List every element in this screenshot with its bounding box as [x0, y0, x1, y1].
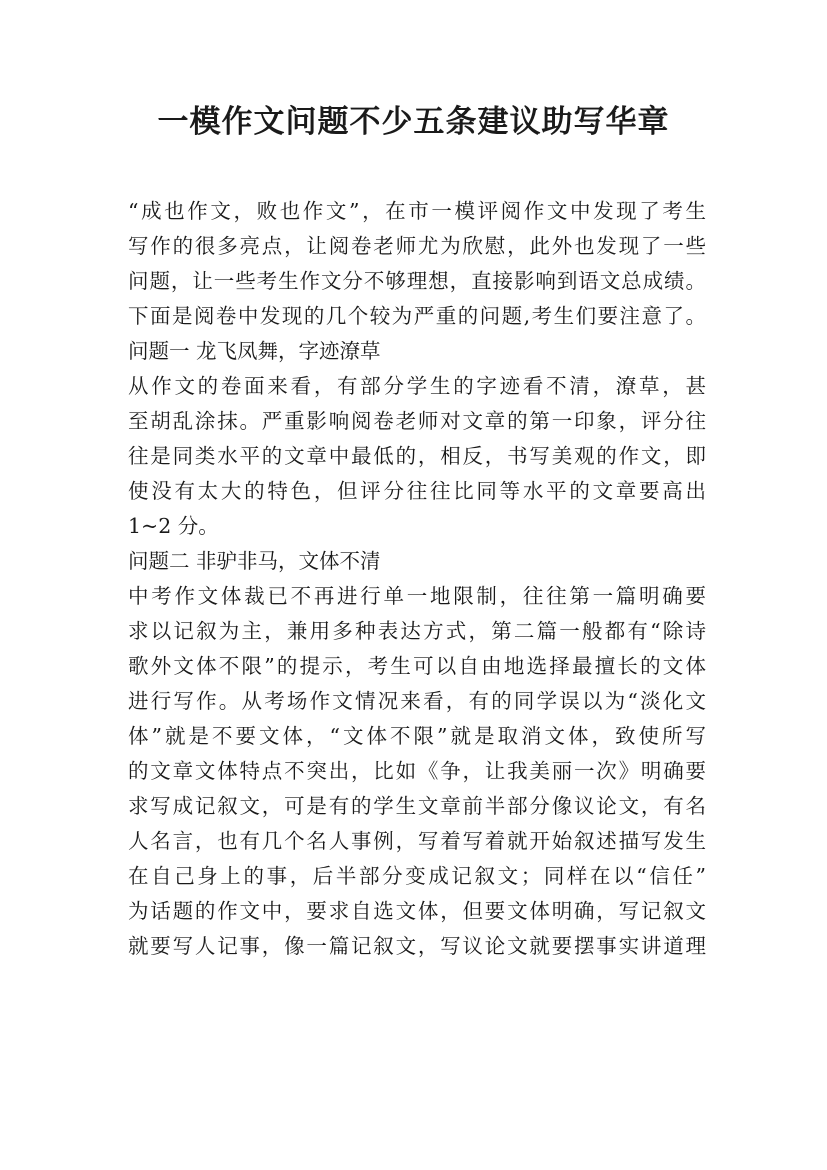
text-line: 歌外文体不限”的提示，考生可以自由地选择最擅长的文体: [128, 654, 706, 678]
text-line: 至胡乱涂抹。严重影响阅卷老师对文章的第一印象，评分往: [128, 409, 706, 433]
text-line: 进行写作。从考场作文情况来看，有的同学误以为“淡化文: [128, 689, 706, 713]
text-line: 求写成记叙文，可是有的学生文章前半部分像议论文，有名: [128, 794, 706, 818]
section-heading-2: 问题二 非驴非马，文体不清: [128, 549, 381, 573]
text-line: 写作的很多亮点，让阅卷老师尤为欣慰，此外也发现了一些: [128, 234, 706, 258]
text-line: 中考作文体裁已不再进行单一地限制，往往第一篇明确要: [128, 584, 706, 608]
text-line: 的文章文体特点不突出，比如《争，让我美丽一次》明确要: [128, 759, 706, 783]
text-line: 问题，让一些考生作文分不够理想，直接影响到语文总成绩。: [128, 269, 706, 293]
section-heading-1: 问题一 龙飞凤舞，字迹潦草: [128, 339, 381, 363]
text-line: 下面是阅卷中发现的几个较为严重的问题,考生们要注意了。: [128, 304, 706, 328]
text-line: 求以记叙为主，兼用多种表达方式，第二篇一般都有“除诗: [128, 619, 706, 643]
document-body: [128, 194, 706, 964]
text-line: 从作文的卷面来看，有部分学生的字迹看不清，潦草，甚: [128, 374, 706, 398]
text-line: 体”就是不要文体，“文体不限”就是取消文体，致使所写: [128, 724, 706, 748]
text-line: 1~2 分。: [128, 514, 219, 538]
text-line: 在自己身上的事，后半部分变成记叙文；同样在以“信任”: [128, 864, 706, 888]
text-line: 就要写人记事，像一篇记叙文，写议论文就要摆事实讲道理: [128, 934, 706, 958]
text-line: 往是同类水平的文章中最低的，相反，书写美观的作文，即: [128, 444, 706, 468]
text-line: 使没有太大的特色，但评分往往比同等水平的文章要高出: [128, 479, 706, 503]
text-line: 人名言，也有几个名人事例，写着写着就开始叙述描写发生: [128, 829, 706, 853]
document-title: 一模作文问题不少五条建议助写华章: [157, 104, 670, 140]
text-line: “成也作文，败也作文”，在市一模评阅作文中发现了考生: [128, 199, 706, 223]
text-line: 为话题的作文中，要求自选文体，但要文体明确，写记叙文: [128, 899, 706, 923]
